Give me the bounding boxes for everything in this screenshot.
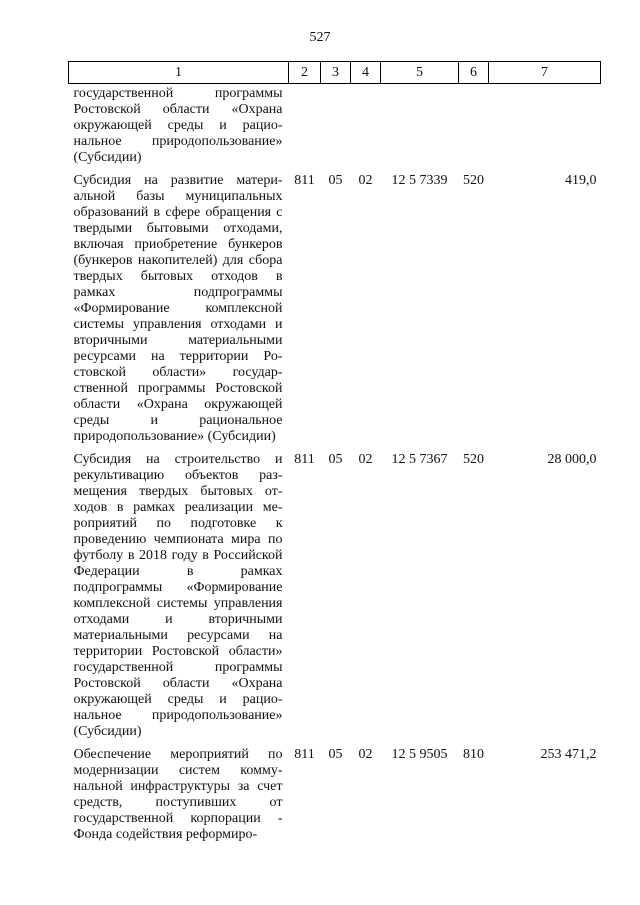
row-target-article [381,84,459,172]
column-header-5: 5 [381,62,459,84]
row-amount: 253 471,2 [540,747,597,762]
column-header-6: 6 [459,62,489,84]
row-subsection-code [351,84,381,172]
row-section-code: 05 [328,173,343,188]
row-expense-type [459,84,489,172]
row-expense-type: 520 [463,173,484,188]
table-row [69,450,601,745]
row-subsection-code: 02 [358,452,373,467]
row-target-article: 12 5 7339 [391,173,448,188]
row-expense-type: 810 [463,747,484,762]
table-header-row [69,62,601,84]
column-header-3: 3 [321,62,351,84]
row-ministry-code: 811 [294,173,315,188]
row-ministry-code: 811 [294,452,315,467]
row-target-article: 12 5 7367 [391,452,448,467]
column-header-1: 1 [69,62,289,84]
row-name: государственной программы Ростовской области «Охрана окружающей среды и рациональное природопользование» (Субсидии) [73,86,283,165]
row-subsection-code: 02 [358,173,373,188]
row-target-article: 12 5 9505 [391,747,448,762]
row-subsection-code: 02 [358,747,373,762]
row-section-code: 05 [328,452,343,467]
row-name: Субсидия на строительство и рекультивацию объектов размещения твердых бытовых отходов в рамках реализации мероприятий по подготовке к проведению чемпионата мира по футболу в 2018 году в Российской Федерации в рамках подпрограммы «Формирование комплексной системы управления отходами и вторичными материальными ресурсами на территории Ростовской области» государственной программы Ростовской области «Охрана окружающей среды и рациональное природопользование» (Субсидии) [73,452,283,739]
budget-table [68,61,601,848]
row-name: Обеспечение мероприятий по модернизации систем коммунальной инфраструктуры за счет средств, поступивших от государственной корпорации - Фонда содействия реформиро- [73,747,283,842]
row-name: Субсидия на развитие материальной базы муниципальных образований в сфере обращения с твердыми бытовыми отходами, включая приобретение бункеров (бункеров накопителей) для сбора твердых бытовых отходов в рамках подпрограммы «Формирование комплексной системы управления отходами и вторичными материальными ресурсами на территории Ростовской области» государственной программы Ростовской области «Охрана окружающей среды и рациональное природопользование» (Субсидии) [73,173,283,444]
table-row [69,745,601,848]
page-number: 527 [309,30,331,45]
table-row [69,171,601,450]
row-ministry-code [289,84,321,172]
column-header-2: 2 [289,62,321,84]
row-amount: 28 000,0 [547,452,597,467]
column-header-7: 7 [489,62,601,84]
table-row [69,84,601,172]
column-header-4: 4 [351,62,381,84]
row-section-code [321,84,351,172]
row-section-code: 05 [328,747,343,762]
row-amount [489,84,601,172]
row-amount: 419,0 [565,173,597,188]
row-expense-type: 520 [463,452,484,467]
row-ministry-code: 811 [294,747,315,762]
